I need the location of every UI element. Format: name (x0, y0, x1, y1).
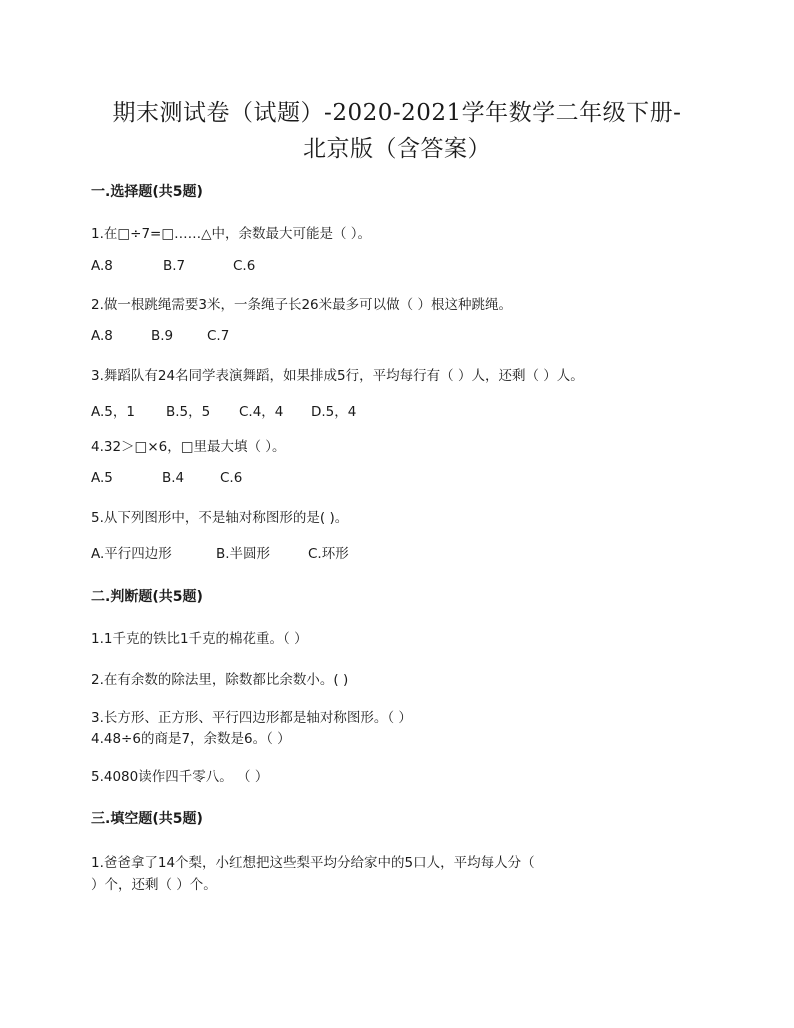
choice-question-4-options (91, 470, 242, 486)
choice-question-4: 4.32＞□×6，□里最大填（ ）。 (91, 439, 286, 455)
option-b: B.9 (151, 328, 174, 344)
section-heading-fill: 三.填空题(共5题) (91, 811, 203, 827)
choice-question-5: 5.从下列图形中，不是轴对称图形的是( )。 (91, 510, 349, 526)
judge-question-1: 1.1千克的铁比1千克的棉花重。（ ） (91, 631, 308, 647)
option-b: B.4 (162, 470, 185, 486)
choice-question-1-options (91, 258, 255, 274)
choice-question-3-options (91, 400, 356, 420)
choice-question-2-options (91, 328, 229, 344)
choice-question-3: 3.舞蹈队有24名同学表演舞蹈，如果排成5行，平均每行有（ ）人，还剩（ ）人。 (91, 368, 584, 384)
page-title-line-2: 北京版（含答案） (303, 136, 491, 162)
judge-question-4: 4.48÷6的商是7，余数是6。（ ） (91, 731, 291, 747)
option-c: C.7 (207, 328, 230, 344)
fill-question-1-line-1: 1.爸爸拿了14个梨，小红想把这些梨平均分给家中的5口人，平均每人分（ (91, 855, 535, 871)
option-a: A.5，1 (91, 404, 135, 420)
option-c: C.环形 (308, 546, 349, 562)
choice-question-1: 1.在□÷7=□……△中，余数最大可能是（ ）。 (91, 226, 372, 242)
option-a: A.8 (91, 258, 113, 274)
option-d: D.5，4 (311, 404, 357, 420)
option-b: B.7 (163, 258, 186, 274)
fill-question-1-line-2: ）个，还剩（ ）个。 (91, 877, 217, 893)
option-a: A.5 (91, 470, 113, 486)
choice-question-2: 2.做一根跳绳需要3米，一条绳子长26米最多可以做（ ）根这种跳绳。 (91, 297, 512, 313)
option-a: A.平行四边形 (91, 546, 172, 562)
option-c: C.6 (220, 470, 243, 486)
section-heading-judge: 二.判断题(共5题) (91, 589, 203, 605)
choice-question-5-options (91, 542, 349, 562)
page-title-line-1: 期末测试卷（试题）-2020-2021学年数学二年级下册- (112, 100, 682, 126)
option-a: A.8 (91, 328, 113, 344)
judge-question-3: 3.长方形、正方形、平行四边形都是轴对称图形。（ ） (91, 710, 412, 726)
judge-question-5: 5.4080读作四千零八。 （ ） (91, 769, 269, 785)
option-b: B.半圆形 (216, 546, 271, 562)
option-c: C.6 (233, 258, 256, 274)
option-c: C.4，4 (239, 404, 284, 420)
section-heading-choice: 一.选择题(共5题) (91, 184, 203, 200)
option-b: B.5，5 (166, 404, 211, 420)
judge-question-2: 2.在有余数的除法里，除数都比余数小。( ) (91, 672, 349, 688)
